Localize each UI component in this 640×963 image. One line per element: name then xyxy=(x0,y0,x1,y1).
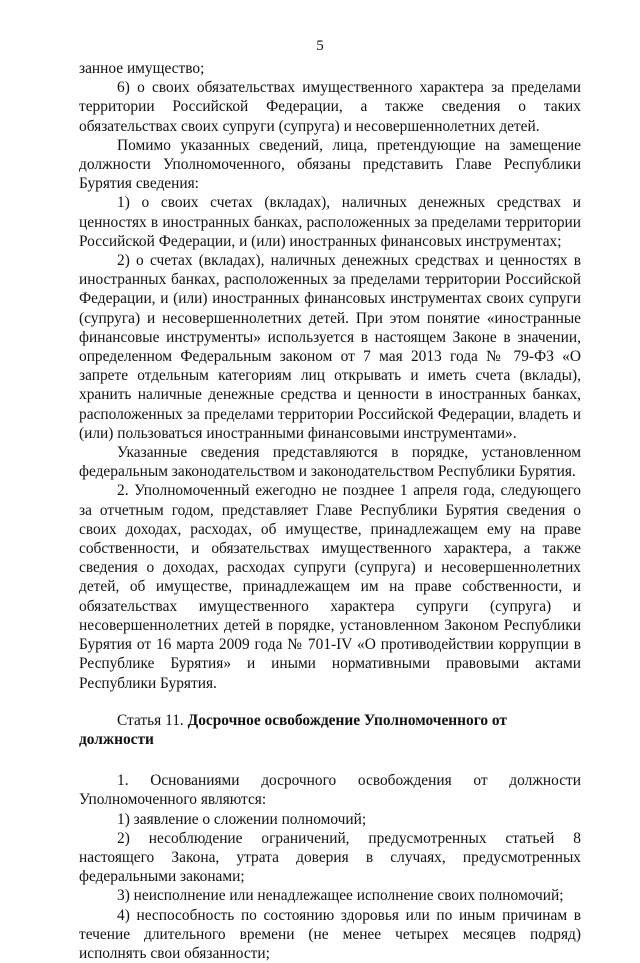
paragraph: 3) неисполнение или ненадлежащее исполнение своих полномочий; xyxy=(117,887,564,905)
article-heading xyxy=(79,711,581,749)
paragraphs-bottom xyxy=(79,771,581,963)
paragraph: Указанные сведения представляются в порядке, установленном федеральным законодательством и законодательством Республики Бурятия. xyxy=(79,444,581,481)
page-number: 5 xyxy=(316,38,324,54)
paragraph: 4) неспособность по состоянию здоровья или по иным причинам в течение длительного времени (не менее четырех месяцев подряд) исполнять свои обязанности; xyxy=(79,906,581,962)
paragraph: 1) о своих счетах (вкладах), наличных денежных средствах и ценностях в иностранных банках, расположенных за пределами территории Российской Федерации, и (или) иностранных финансовых инструментах; xyxy=(79,194,581,250)
paragraph: 6) о своих обязательствах имущественного характера за пределами территории Российской Федерации, а также сведения о таких обязательствах своих супруги (супруга) и несовершеннолетних детей. xyxy=(79,79,581,135)
document-body xyxy=(79,59,581,963)
article-prefix: Статья 11. xyxy=(117,711,188,729)
paragraph: занное имущество; xyxy=(79,60,205,77)
paragraph: 2) о счетах (вкладах), наличных денежных средствах и ценностях в иностранных банках, расположенных за пределами территории Российской Федерации, и (или) иностранных финансовых инструментах своих супруги (супруга) и несовершеннолетних детей. При этом понятие «иностранные финансовые инструменты» используется в настоящем Законе в значении, определенном Федеральным законом от 7 мая 2013 года № 79-ФЗ «О запрете отдельным категориям лиц открывать и иметь счета (вклады), хранить наличные денежные средства и ценности в иностранных банках, расположенных за пределами территории Российской Федерации, владеть и (или) пользоваться иностранными финансовыми инструментами». xyxy=(79,252,581,442)
paragraph: Помимо указанных сведений, лица, претендующие на замещение должности Уполномоченного, обязаны представить Главе Республики Бурятия сведения: xyxy=(79,136,581,193)
paragraph: 1. Основаниями досрочного освобождения от должности Уполномоченного являются: xyxy=(79,772,581,809)
paragraph: 1) заявление о сложении полномочий; xyxy=(117,810,367,828)
article-title: Досрочное освобождение Уполномоченного от должности xyxy=(79,711,507,748)
paragraphs-top xyxy=(79,59,581,693)
paragraph: 2) несоблюдение ограничений, предусмотренных статьей 8 настоящего Закона, утрата доверия в случаях, предусмотренных федеральными законами; xyxy=(79,829,581,886)
paragraph: 2. Уполномоченный ежегодно не позднее 1 апреля года, следующего за отчетным годом, представляет Главе Республики Бурятия сведения о своих доходах, расходах, об имуществе, принадлежащем ему на праве собственности, и обязательствах имущественного характера, а также сведения о доходах, расходах супруги (супруга) и несовершеннолетних детей, об имуществе, принадлежащем им на праве собственности, и обязательствах имущественного характера супруги (супруга) и несовершеннолетних детей в порядке, установленном Законом Республики Бурятия от 16 марта 2009 года № 701-IV «О противодействии коррупции в Республике Бурятия» и иными нормативными правовыми актами Республики Бурятия. xyxy=(79,482,581,692)
